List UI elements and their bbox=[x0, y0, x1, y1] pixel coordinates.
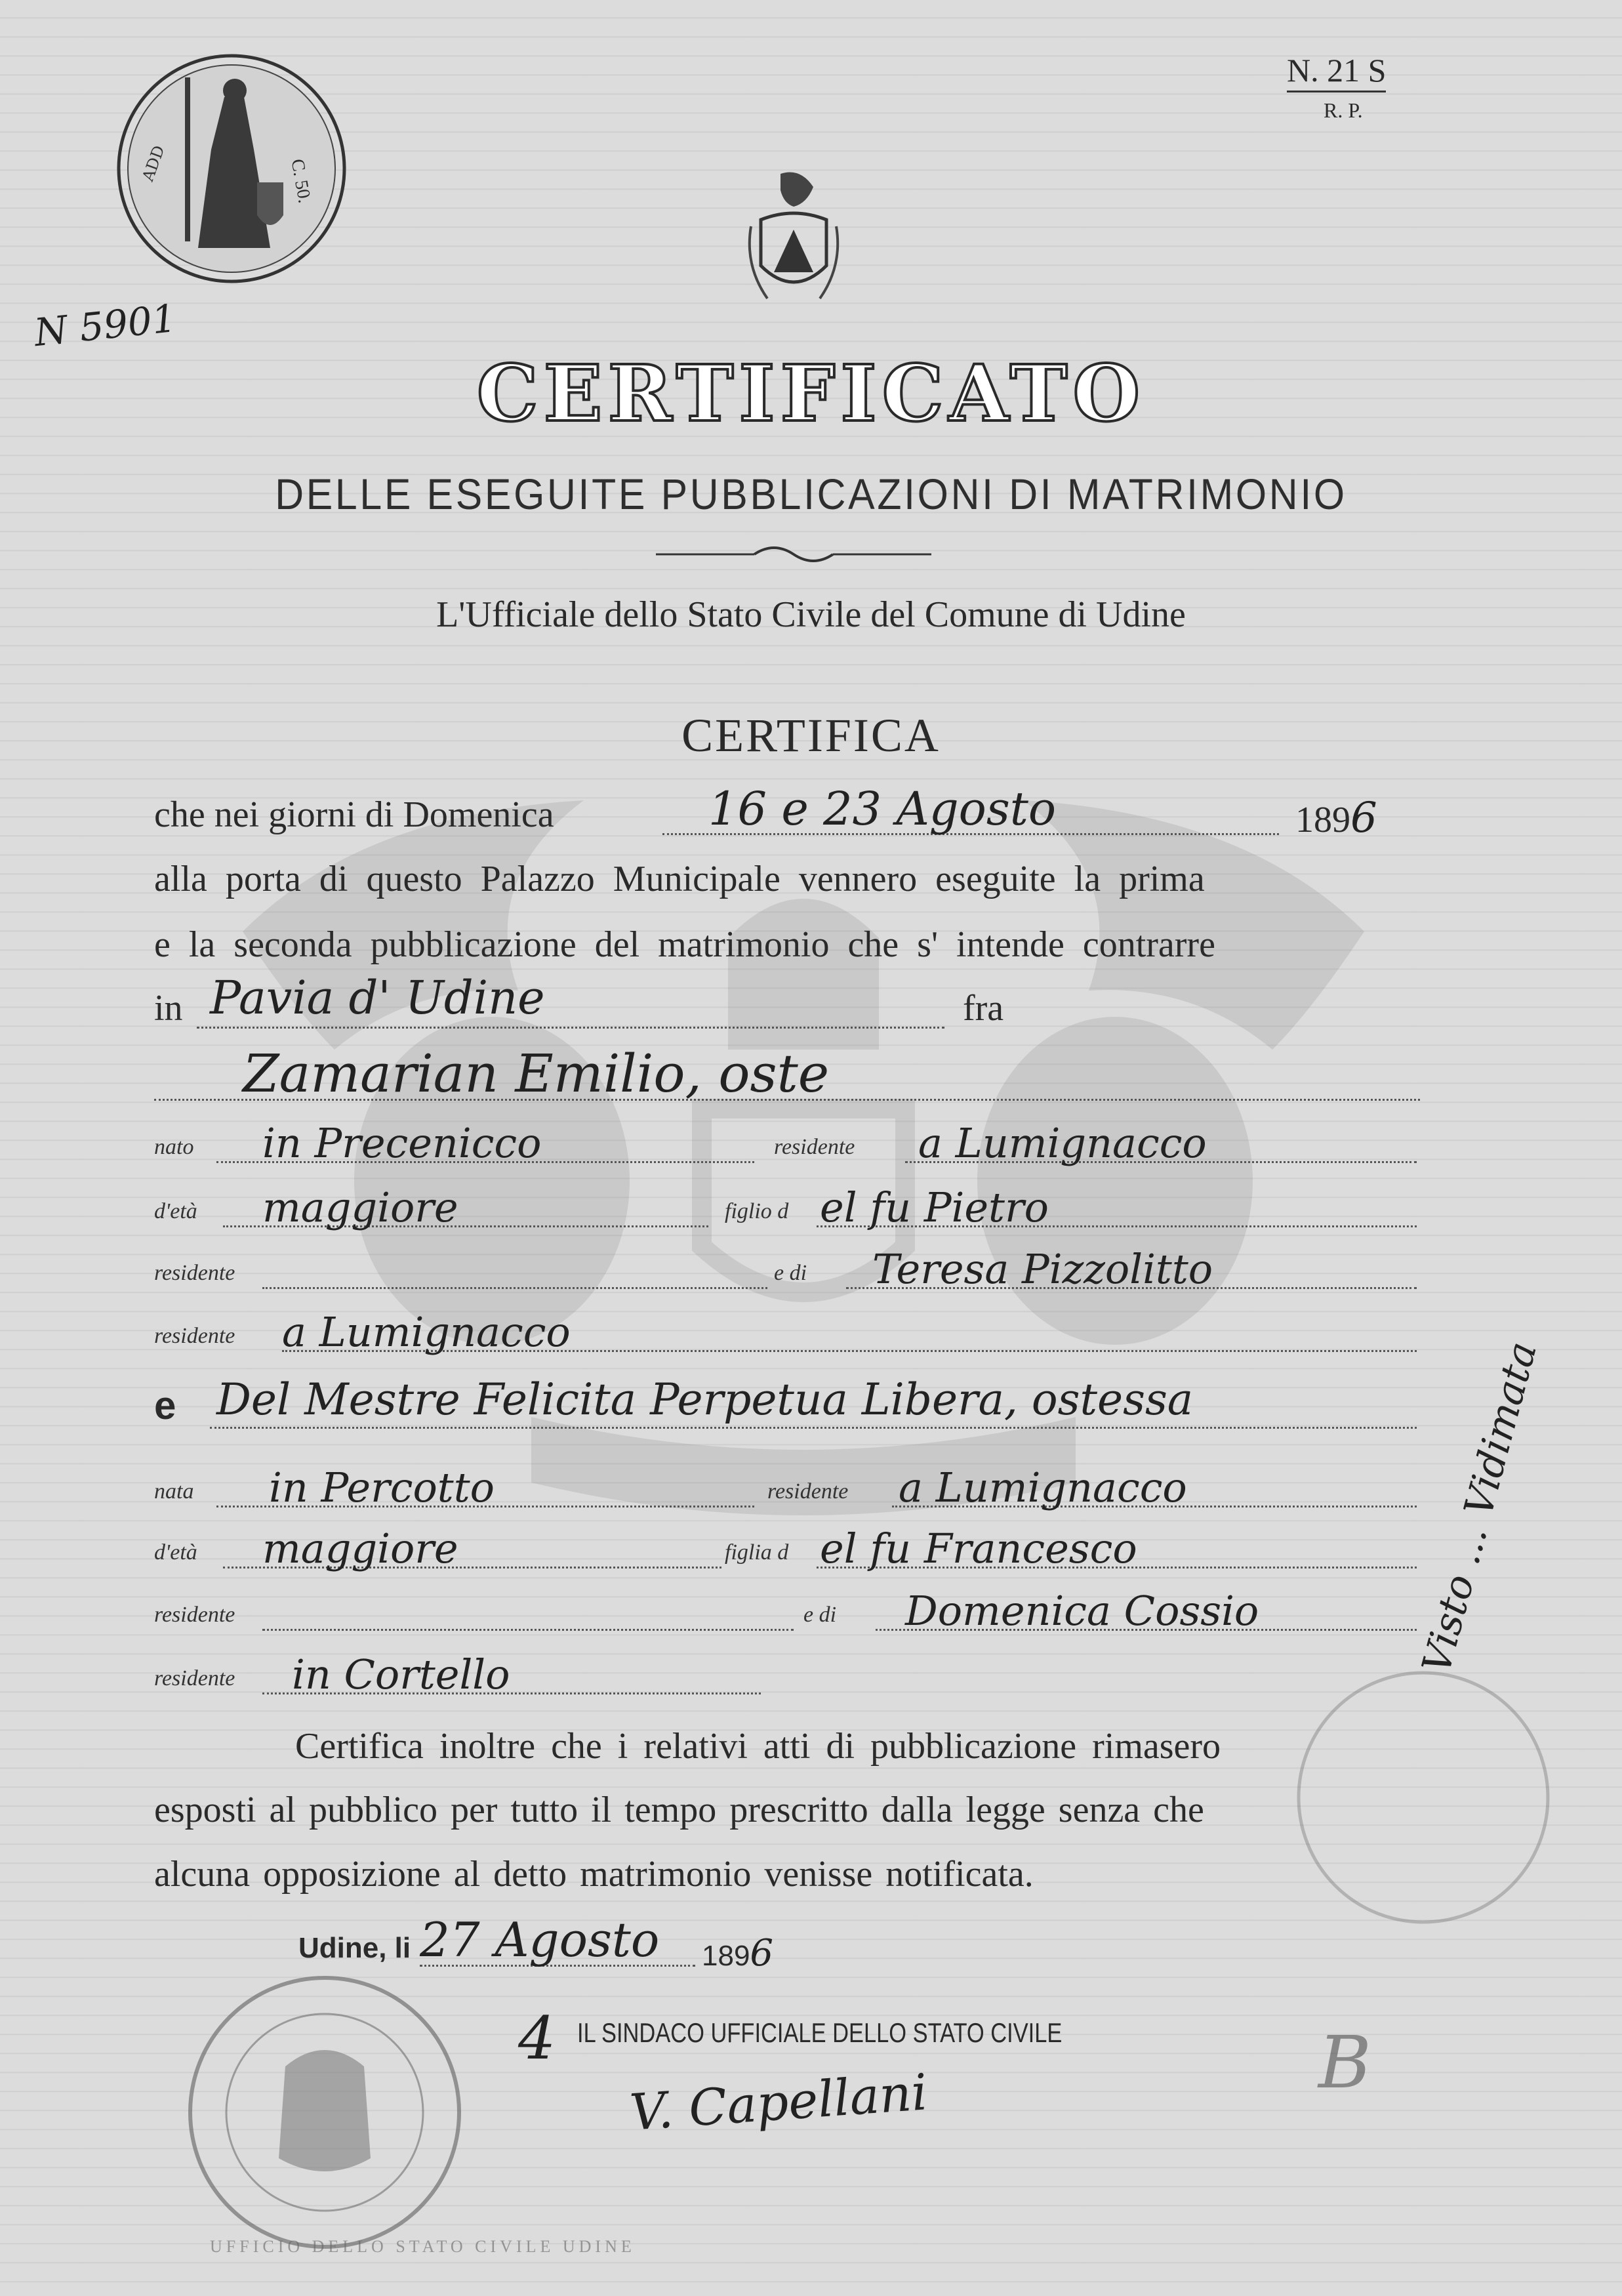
groom-residente2-label: residente bbox=[154, 1324, 235, 1348]
certificate-title: CERTIFICATO bbox=[476, 348, 1146, 439]
signature-mark-4: 4 bbox=[518, 2004, 556, 2073]
registry-number: N. 21 S bbox=[1287, 51, 1386, 92]
bride-nata-label: nata bbox=[154, 1479, 194, 1504]
bride-father: el fu Francesco bbox=[820, 1525, 1137, 1572]
official-title: IL SINDACO UFFICIALE DELLO STATO CIVILE bbox=[577, 2017, 1063, 2048]
svg-text:ADD: ADD bbox=[138, 143, 169, 184]
groom-father: el fu Pietro bbox=[820, 1183, 1049, 1231]
revenue-stamp-seal bbox=[113, 51, 350, 286]
groom-residence: a Lumignacco bbox=[918, 1119, 1207, 1167]
bride-conj: e bbox=[154, 1384, 176, 1427]
groom-name: Zamarian Emilio, oste bbox=[243, 1043, 830, 1104]
bride-birthplace: in Percotto bbox=[269, 1464, 495, 1511]
official-line: L'Ufficiale dello Stato Civile del Comune di Udine bbox=[436, 594, 1186, 635]
bride-figlia-label: figlia d bbox=[725, 1540, 789, 1565]
bride-name-line bbox=[210, 1427, 1417, 1429]
groom-residente-label: residente bbox=[774, 1135, 855, 1159]
stamp-value-label: C. 50. bbox=[287, 157, 315, 205]
place-dotted-line bbox=[197, 1027, 944, 1029]
fra-label: fra bbox=[963, 988, 1004, 1029]
closing-line-1: Certifica inoltre che i relativi atti di pubblicazione rimasero bbox=[295, 1726, 1221, 1767]
place-value: Pavia d' Udine bbox=[210, 971, 545, 1025]
closing-line-2: esposti al pubblico per tutto il tempo prescritto dalla legge senza che bbox=[154, 1790, 1204, 1830]
bride-residence: a Lumignacco bbox=[899, 1464, 1187, 1511]
closing-line-3: alcuna opposizione al detto matrimonio venisse notificata. bbox=[154, 1854, 1034, 1895]
groom-age: maggiore bbox=[262, 1183, 458, 1231]
coat-of-arms-crest bbox=[741, 167, 846, 318]
civil-registry-round-stamp bbox=[174, 1961, 476, 2263]
certificate-subtitle: DELLE ESEGUITE PUBBLICAZIONI DI MATRIMONIO bbox=[275, 470, 1347, 518]
bride-name: Del Mestre Felicita Perpetua Libera, ostessa bbox=[216, 1374, 1194, 1425]
groom-figlio-label: figlio d bbox=[725, 1199, 789, 1223]
groom-nato-label: nato bbox=[154, 1135, 194, 1159]
groom-birthplace: in Precenicco bbox=[262, 1119, 542, 1167]
year-printed: 1896 bbox=[1295, 794, 1377, 842]
bride-mother-res: in Cortello bbox=[292, 1650, 510, 1698]
issue-year: 1896 bbox=[702, 1932, 774, 1975]
days-prefix: che nei giorni di Domenica bbox=[154, 794, 554, 835]
bride-age: maggiore bbox=[262, 1525, 458, 1572]
bride-residente-label: residente bbox=[767, 1479, 849, 1504]
registry-sub: R. P. bbox=[1324, 98, 1363, 122]
ornamental-divider bbox=[656, 541, 931, 567]
body-line-2: alla porta di questo Palazzo Municipale vennero eseguite la prima bbox=[154, 859, 1205, 899]
groom-mother: Teresa Pizzolitto bbox=[872, 1245, 1213, 1293]
right-faint-stamp bbox=[1286, 1660, 1561, 1935]
mayor-signature: V. Capellani bbox=[628, 2062, 929, 2142]
monogram: B bbox=[1318, 2020, 1371, 2104]
bride-parent-res-label: residente bbox=[154, 1603, 235, 1627]
groom-eta-label: d'età bbox=[154, 1199, 197, 1223]
bride-edi-label: e di bbox=[803, 1603, 837, 1627]
round-stamp-text: UFFICIO DELLO STATO CIVILE UDINE bbox=[210, 2237, 636, 2256]
issue-place-label: Udine, li bbox=[298, 1932, 411, 1964]
groom-edi-label: e di bbox=[774, 1261, 807, 1285]
bride-residente2-label: residente bbox=[154, 1666, 235, 1691]
days-value: 16 e 23 Agosto bbox=[708, 782, 1057, 836]
certifica-heading: CERTIFICA bbox=[681, 709, 941, 762]
in-label: in bbox=[154, 988, 183, 1029]
body-line-3: e la seconda pubblicazione del matrimonio che s' intende contrarre bbox=[154, 924, 1215, 965]
groom-mother-res: a Lumignacco bbox=[282, 1308, 571, 1356]
groom-parent-res-label: residente bbox=[154, 1261, 235, 1285]
archive-number: N 5901 bbox=[32, 295, 178, 356]
issue-date: 27 Agosto bbox=[420, 1912, 660, 1967]
bride-parent-res-line bbox=[262, 1629, 794, 1631]
bride-mother: Domenica Cossio bbox=[905, 1587, 1259, 1635]
groom-parent-res-line bbox=[262, 1287, 767, 1289]
margin-vertical-note: Visto ... Vidimata bbox=[1413, 1337, 1547, 1679]
bride-eta-label: d'età bbox=[154, 1540, 197, 1565]
